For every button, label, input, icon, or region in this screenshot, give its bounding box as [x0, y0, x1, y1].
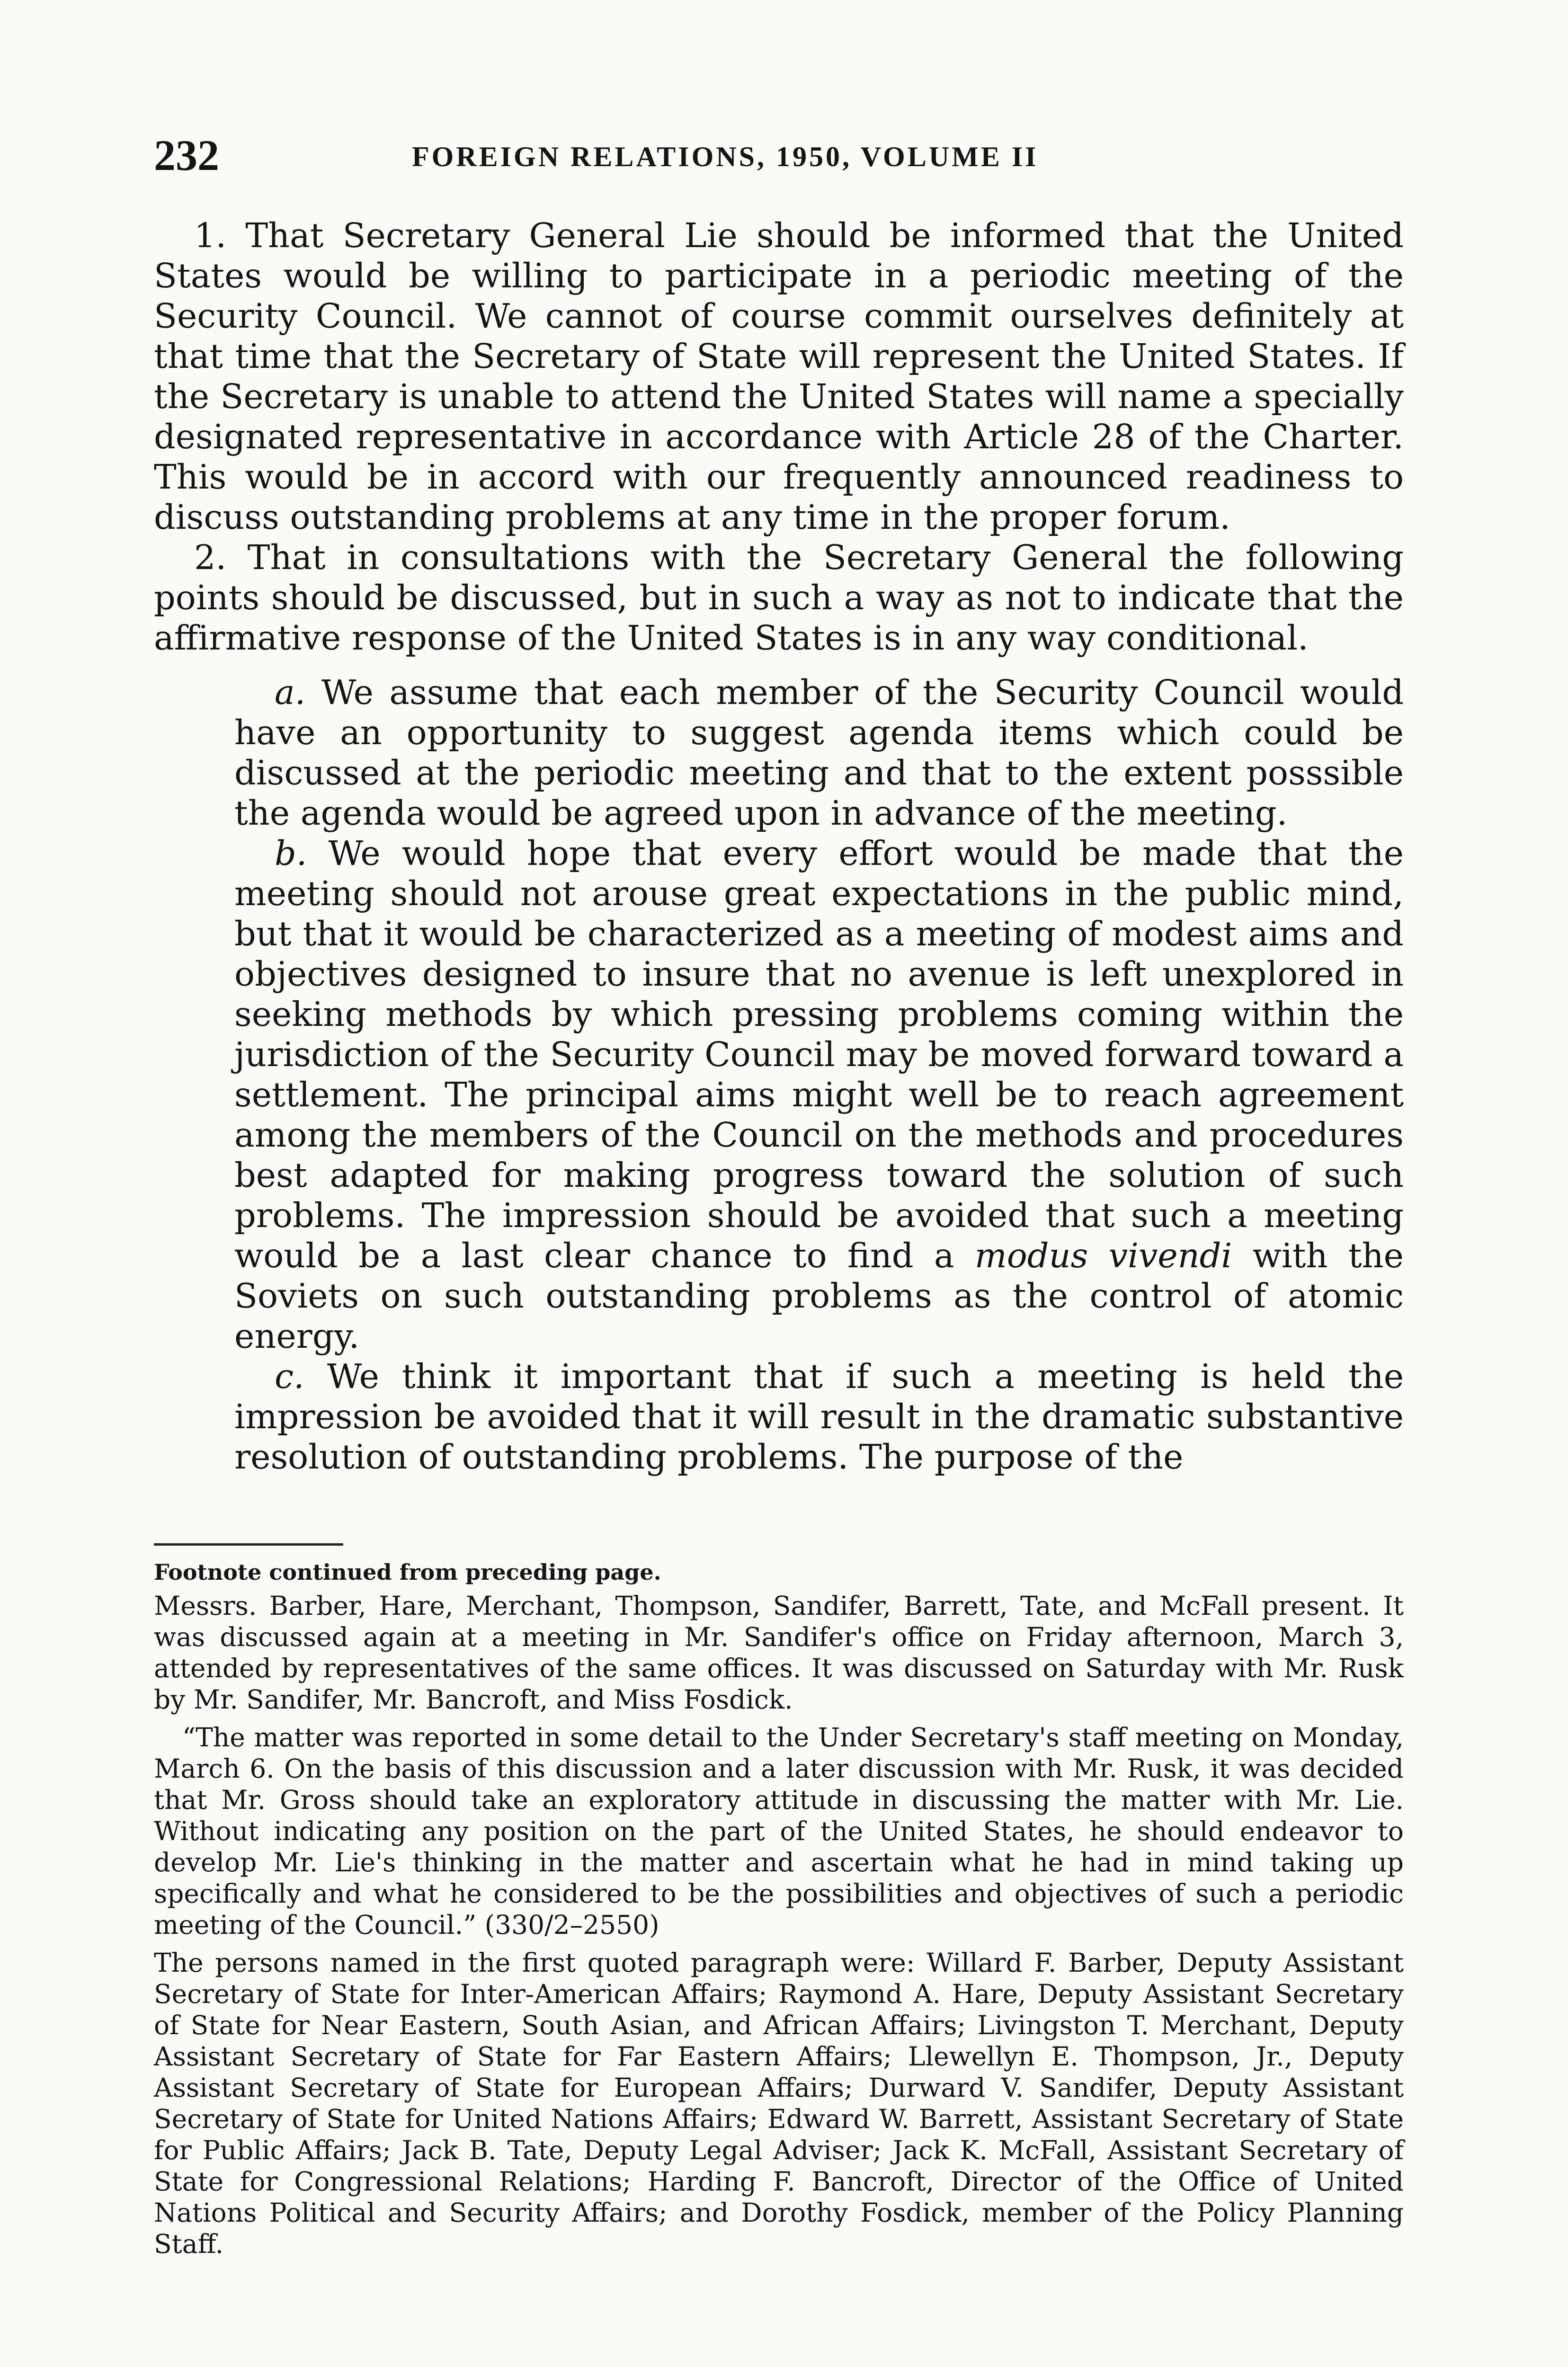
main-text — [154, 215, 1404, 1477]
footnote-rule — [154, 1543, 343, 1546]
item-b — [234, 833, 1404, 1356]
paragraph-2: 2. That in consultations with the Secretary General the following points should be discussed, but in such a way as not to indicate that the affirmative response of the United States is in any way conditional. — [154, 538, 1404, 658]
paragraph-1: 1. That Secretary General Lie should be informed that the United States would be willing to participate in a periodic meeting of the Security Council. We cannot of course commit ourselves definitely at that time that the Secretary of State will represent the United States. If the Secretary is unable to attend the United States will name a specially designated representative in accordance with Article 28 of the Charter. This would be in accord with our frequently announced readiness to discuss outstanding problems at any time in the proper forum. — [154, 216, 1404, 537]
footnote-continued-label: Footnote continued from preceding page. — [154, 1559, 661, 1585]
item-c — [234, 1356, 1404, 1477]
item-a-marker: a. — [275, 673, 306, 712]
item-b-text-end: with the Soviets on such outstanding problems as the control of atomic energy. — [234, 1236, 1404, 1356]
running-head — [154, 127, 1404, 184]
item-a — [234, 672, 1404, 833]
item-c-marker: c. — [275, 1357, 304, 1396]
item-a-text: We assume that each member of the Security Council would have an opportunity to suggest agenda items which could be discussed at the periodic meeting and that to the extent posssible the agenda would be agreed upon in advance of the meeting. — [234, 673, 1404, 833]
item-b-marker: b. — [275, 834, 307, 873]
item-c-text: We think it important that if such a meeting is held the impression be avoided that it will result in the dramatic substantive resolution of outstanding problems. The purpose of the — [234, 1357, 1404, 1477]
footnotes — [154, 1543, 1404, 2266]
footnote-1: Messrs. Barber, Hare, Merchant, Thompson, Sandifer, Barrett, Tate, and McFall present. It was discussed again at a meeting in Mr. Sandifer's office on Friday afternoon, March 3, attended by representatives of the same offices. It was discussed on Saturday with Mr. Rusk by Mr. Sandifer, Mr. Bancroft, and Miss Fosdick. — [154, 1591, 1404, 1715]
item-b-text: We would hope that every effort would be made that the meeting should not arouse great expectations in the public mind, but that it would be characterized as a meeting of modest aims and objectives designed to insure that no avenue is left unexplored in seeking methods by which pressing problems coming within the jurisdiction of the Security Council may be moved forward toward a settlement. The principal aims might well be to reach agreement among the members of the Council on the methods and procedures best adapted for making progress toward the solution of such problems. The impression should be avoided that such a meeting would be a last clear chance to find a — [234, 834, 1404, 1275]
page-number: 232 — [154, 131, 219, 179]
item-b-emphasis: modus vivendi — [974, 1236, 1232, 1275]
running-title: FOREIGN RELATIONS, 1950, VOLUME II — [412, 141, 1039, 172]
footnote-2: “The matter was reported in some detail to the Under Secretary's staff meeting on Monday, March 6. On the basis of this discussion and a later discussion with Mr. Rusk, it was decided that Mr. Gross should take an exploratory attitude in discussing the matter with Mr. Lie. Without indicating any position on the part of the United States, he should endeavor to develop Mr. Lie's thinking in the matter and ascertain what he had in mind taking up specifically and what he considered to be the possibilities and objectives of such a periodic meeting of the Council.” (330/2–2550) — [154, 1722, 1404, 1940]
footnote-3: The persons named in the first quoted paragraph were: Willard F. Barber, Deputy Assistant Secretary of State for Inter-American Affairs; Raymond A. Hare, Deputy Assistant Secretary of State for Near Eastern, South Asian, and African Affairs; Livingston T. Merchant, Deputy Assistant Secretary of State for Far Eastern Affairs; Llewellyn E. Thompson, Jr., Deputy Assistant Secretary of State for European Affairs; Durward V. Sandifer, Deputy Assistant Secretary of State for United Nations Affairs; Edward W. Barrett, Assistant Secretary of State for Public Affairs; Jack B. Tate, Deputy Legal Adviser; Jack K. McFall, Assistant Secretary of State for Congressional Relations; Harding F. Bancroft, Director of the Office of United Nations Political and Security Affairs; and Dorothy Fosdick, member of the Policy Planning Staff. — [154, 1948, 1404, 2259]
sub-items — [234, 672, 1404, 1477]
